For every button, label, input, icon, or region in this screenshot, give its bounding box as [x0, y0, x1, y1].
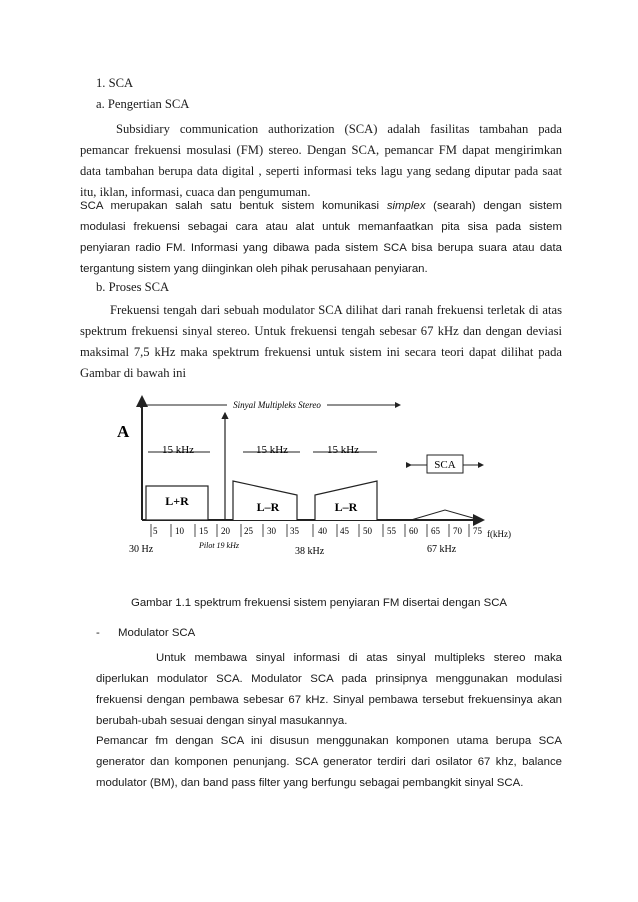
tick-65: 65 [431, 526, 440, 536]
tick-labels [153, 526, 483, 536]
tick-30: 30 [267, 526, 276, 536]
marker-30hz: 30 Hz [129, 544, 154, 555]
tick-20: 20 [221, 526, 230, 536]
paragraph-simplex: SCA merupakan salah satu bentuk sistem komunikasi simplex (searah) dengan sistem modulasi frekuensi sebagai cara atau alat untuk memanfaatkan pita sisa pada sistem penyiaran radio FM. Informasi yang dibawa pada sistem SCA bisa berupa suara atau data tergantung sistem yang diinginkan oleh pihak perusahaan penyiaran. [80, 200, 562, 275]
sca-label: SCA [434, 459, 456, 471]
band-l-plus-r-label: L+R [165, 494, 189, 508]
bullet-marker: - [96, 627, 100, 639]
tick-75: 75 [473, 526, 482, 536]
marker-67khz: 67 kHz [427, 544, 457, 555]
tick-35: 35 [290, 526, 299, 536]
heading-pengertian: a. Pengertian SCA [96, 97, 190, 111]
band-width-label-2: 15 kHz [255, 444, 289, 456]
marker-pilot: Pilot 19 kHz [199, 541, 239, 550]
tick-50: 50 [363, 526, 372, 536]
tick-60: 60 [409, 526, 418, 536]
tick-10: 10 [175, 526, 184, 536]
band-l-minus-r-lower-label: L–R [256, 500, 280, 514]
band-width-label-1: 15 kHz [161, 444, 195, 456]
spectrum-figure [115, 385, 520, 560]
tick-25: 25 [244, 526, 253, 536]
band-width-label-3: 15 kHz [326, 444, 360, 456]
tick-15: 15 [199, 526, 208, 536]
heading-proses: b. Proses SCA [96, 280, 170, 294]
band-l-minus-r-upper-label: L–R [334, 500, 358, 514]
paragraph-definition: Subsidiary communication authorization (SCA) adalah fasilitas tambahan pada pemancar frekuensi mosulasi (FM) stereo. Dengan SCA, pemancar FM dapat mengirimkan data tambahan berupa data digital , seperti informasi teks lagu yang sedang diputar pada saat itu, iklan, informasi, cuaca dan pengumuman. [80, 122, 562, 199]
paragraph-modulator: Untuk membawa sinyal informasi di atas sinyal multipleks stereo maka diperlukan modulator SCA. Modulator SCA pada prinsipnya menggunakan modulasi frekuensi dengan pembawa sebesar 67 kHz. Sinyal pembawa tersebut frekuensinya akan berubah-ubah sesuai dengan sinyal masukannya. [96, 652, 562, 727]
tick-40: 40 [318, 526, 327, 536]
paragraph-proses: Frekuensi tengah dari sebuah modulator SCA dilihat dari ranah frekuensi terletak di atas spektrum frekuensi sinyal stereo. Untuk frekuensi tengah sebesar 67 kHz dan dengan deviasi maksimal 7,5 kHz maka spektrum frekuensi untuk sistem ini secara teori dapat dilihat pada Gambar di bawah ini [80, 303, 562, 380]
multiplex-label: Sinyal Multipleks Stereo [233, 400, 321, 410]
bullet-modulator-sca: Modulator SCA [118, 627, 196, 639]
sca-spectrum [411, 510, 480, 520]
marker-38khz: 38 kHz [295, 546, 325, 557]
tick-55: 55 [387, 526, 396, 536]
y-axis-label: A [117, 422, 130, 441]
paragraph-pemancar: Pemancar fm dengan SCA ini disusun menggunakan komponen utama berupa SCA generator dan komponen penunjang. SCA generator terdiri dari osilator 67 khz, balance modulator (BM), dan band pass filter yang berfungu sebagai pembangkit sinyal SCA. [96, 735, 562, 789]
x-axis-label: f(kHz) [487, 529, 511, 539]
heading-sca: 1. SCA [96, 76, 134, 90]
tick-5: 5 [153, 526, 158, 536]
tick-70: 70 [453, 526, 462, 536]
figure-caption: Gambar 1.1 spektrum frekuensi sistem penyiaran FM disertai dengan SCA [130, 597, 508, 609]
tick-45: 45 [340, 526, 349, 536]
